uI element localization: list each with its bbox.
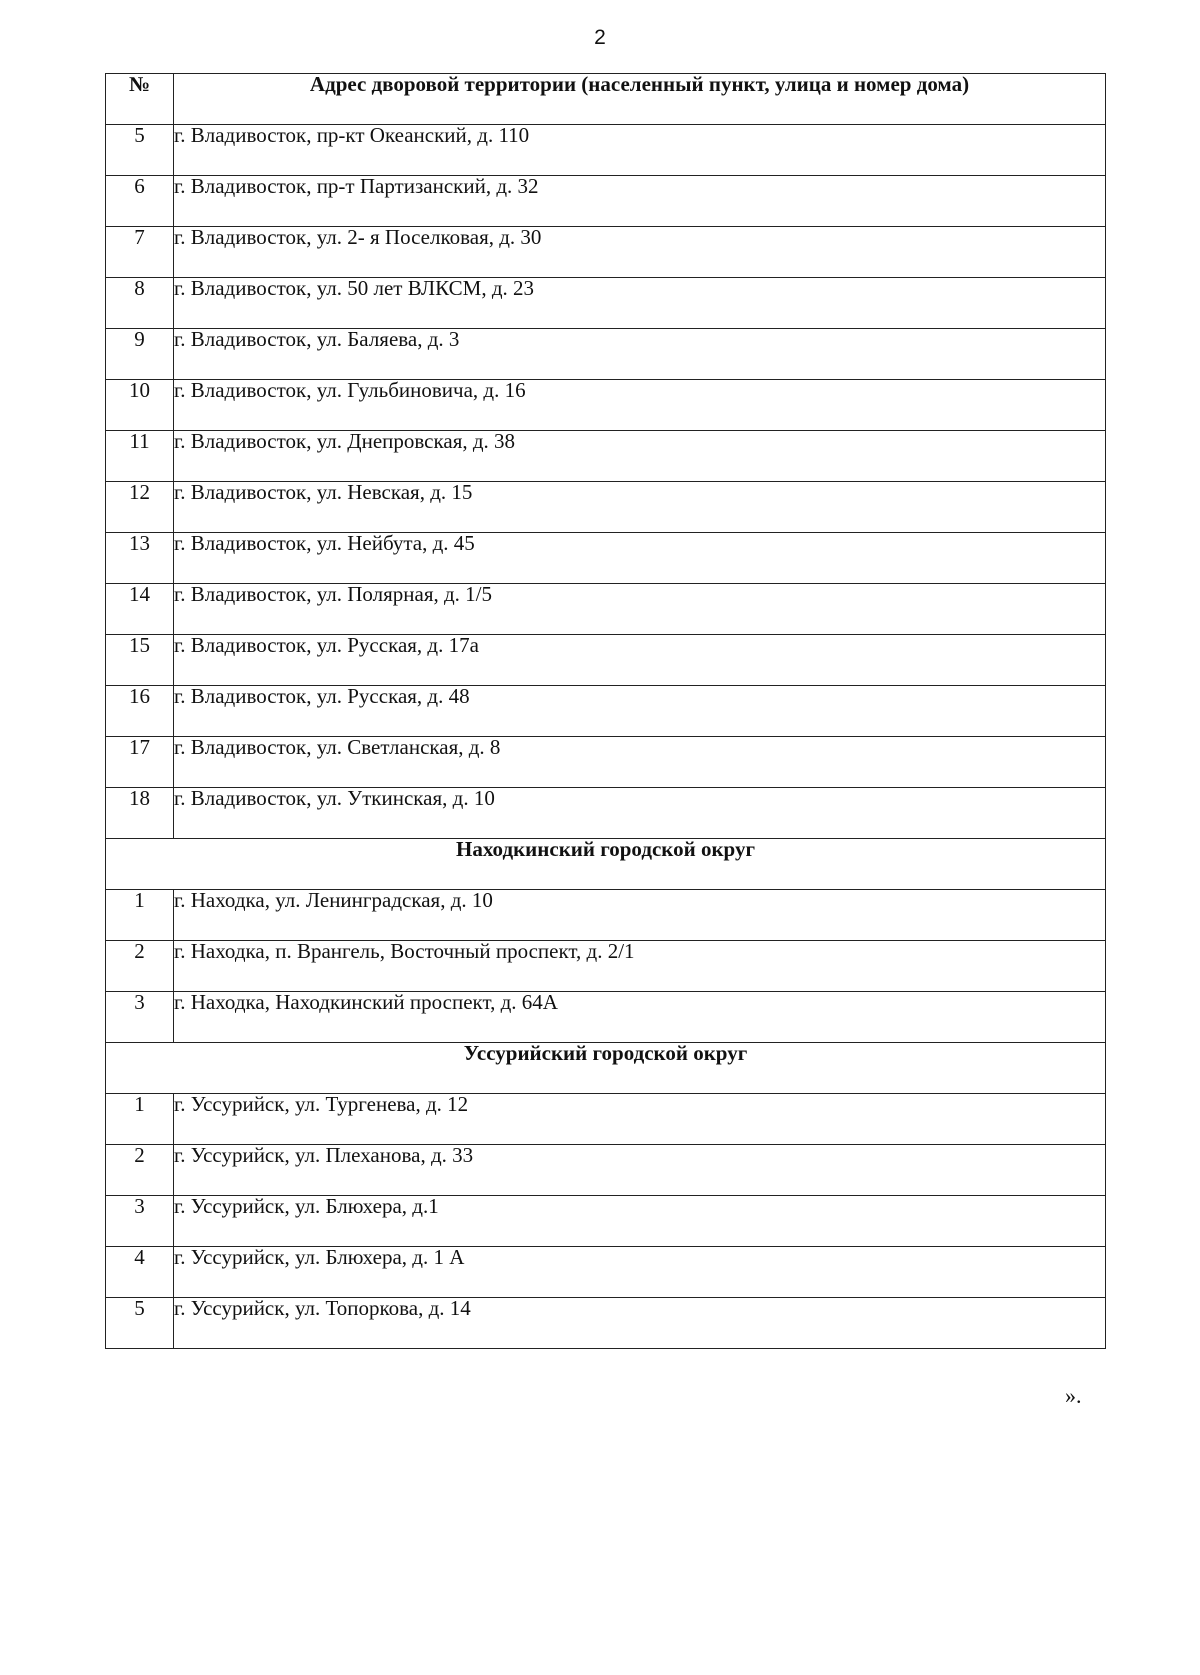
row-address: г. Уссурийск, ул. Топоркова, д. 14	[174, 1298, 1106, 1349]
row-address: г. Уссурийск, ул. Плеханова, д. 33	[174, 1145, 1106, 1196]
table-row	[106, 176, 1106, 227]
table-row	[106, 329, 1106, 380]
row-number: 10	[106, 380, 174, 431]
section-title: Уссурийский городской округ	[106, 1043, 1106, 1094]
table-row	[106, 1145, 1106, 1196]
row-number: 2	[106, 941, 174, 992]
table-row	[106, 941, 1106, 992]
row-number: 14	[106, 584, 174, 635]
column-header-number: №	[106, 74, 174, 125]
row-address: г. Владивосток, ул. Баляева, д. 3	[174, 329, 1106, 380]
closing-quote-mark: ».	[1065, 1383, 1082, 1408]
table-row	[106, 584, 1106, 635]
table-row	[106, 992, 1106, 1043]
column-header-address: Адрес дворовой территории (населенный пункт, улица и номер дома)	[174, 74, 1106, 125]
row-number: 13	[106, 533, 174, 584]
row-number: 2	[106, 1145, 174, 1196]
row-address: г. Владивосток, пр-т Партизанский, д. 32	[174, 176, 1106, 227]
row-number: 5	[106, 1298, 174, 1349]
row-number: 18	[106, 788, 174, 839]
table-row	[106, 788, 1106, 839]
row-number: 7	[106, 227, 174, 278]
row-number: 9	[106, 329, 174, 380]
table-row	[106, 125, 1106, 176]
section-title: Находкинский городской округ	[106, 839, 1106, 890]
table-row	[106, 278, 1106, 329]
row-number: 8	[106, 278, 174, 329]
page-number: 2	[594, 26, 606, 49]
table-row	[106, 1094, 1106, 1145]
row-number: 6	[106, 176, 174, 227]
section-header-row	[106, 1043, 1106, 1094]
table-row	[106, 380, 1106, 431]
row-number: 11	[106, 431, 174, 482]
row-address: г. Находка, ул. Ленинградская, д. 10	[174, 890, 1106, 941]
table-row	[106, 1196, 1106, 1247]
row-address: г. Владивосток, пр-кт Океанский, д. 110	[174, 125, 1106, 176]
row-number: 1	[106, 890, 174, 941]
table-row	[106, 1247, 1106, 1298]
row-address: г. Владивосток, ул. 2- я Поселковая, д. 30	[174, 227, 1106, 278]
row-address: г. Уссурийск, ул. Блюхера, д.1	[174, 1196, 1106, 1247]
table-row	[106, 1298, 1106, 1349]
table-row	[106, 737, 1106, 788]
table-row	[106, 533, 1106, 584]
row-number: 3	[106, 1196, 174, 1247]
row-address: г. Владивосток, ул. Нейбута, д. 45	[174, 533, 1106, 584]
table-row	[106, 482, 1106, 533]
row-number: 4	[106, 1247, 174, 1298]
row-address: г. Владивосток, ул. 50 лет ВЛКСМ, д. 23	[174, 278, 1106, 329]
row-address: г. Владивосток, ул. Полярная, д. 1/5	[174, 584, 1106, 635]
row-number: 1	[106, 1094, 174, 1145]
table-row	[106, 686, 1106, 737]
row-number: 15	[106, 635, 174, 686]
row-address: г. Владивосток, ул. Гульбиновича, д. 16	[174, 380, 1106, 431]
row-number: 17	[106, 737, 174, 788]
row-address: г. Владивосток, ул. Русская, д. 48	[174, 686, 1106, 737]
row-address: г. Находка, Находкинский проспект, д. 64А	[174, 992, 1106, 1043]
table-row	[106, 890, 1106, 941]
section-header-row	[106, 839, 1106, 890]
row-address: г. Уссурийск, ул. Блюхера, д. 1 А	[174, 1247, 1106, 1298]
row-number: 16	[106, 686, 174, 737]
row-address: г. Находка, п. Врангель, Восточный проспект, д. 2/1	[174, 941, 1106, 992]
row-address: г. Владивосток, ул. Светланская, д. 8	[174, 737, 1106, 788]
row-address: г. Владивосток, ул. Уткинская, д. 10	[174, 788, 1106, 839]
address-table	[105, 73, 1106, 1349]
table-row	[106, 227, 1106, 278]
table-header-row	[106, 74, 1106, 125]
table-body	[106, 125, 1106, 1349]
row-address: г. Владивосток, ул. Днепровская, д. 38	[174, 431, 1106, 482]
row-number: 3	[106, 992, 174, 1043]
row-number: 12	[106, 482, 174, 533]
row-number: 5	[106, 125, 174, 176]
row-address: г. Владивосток, ул. Невская, д. 15	[174, 482, 1106, 533]
table-row	[106, 635, 1106, 686]
row-address: г. Уссурийск, ул. Тургенева, д. 12	[174, 1094, 1106, 1145]
table-row	[106, 431, 1106, 482]
row-address: г. Владивосток, ул. Русская, д. 17а	[174, 635, 1106, 686]
